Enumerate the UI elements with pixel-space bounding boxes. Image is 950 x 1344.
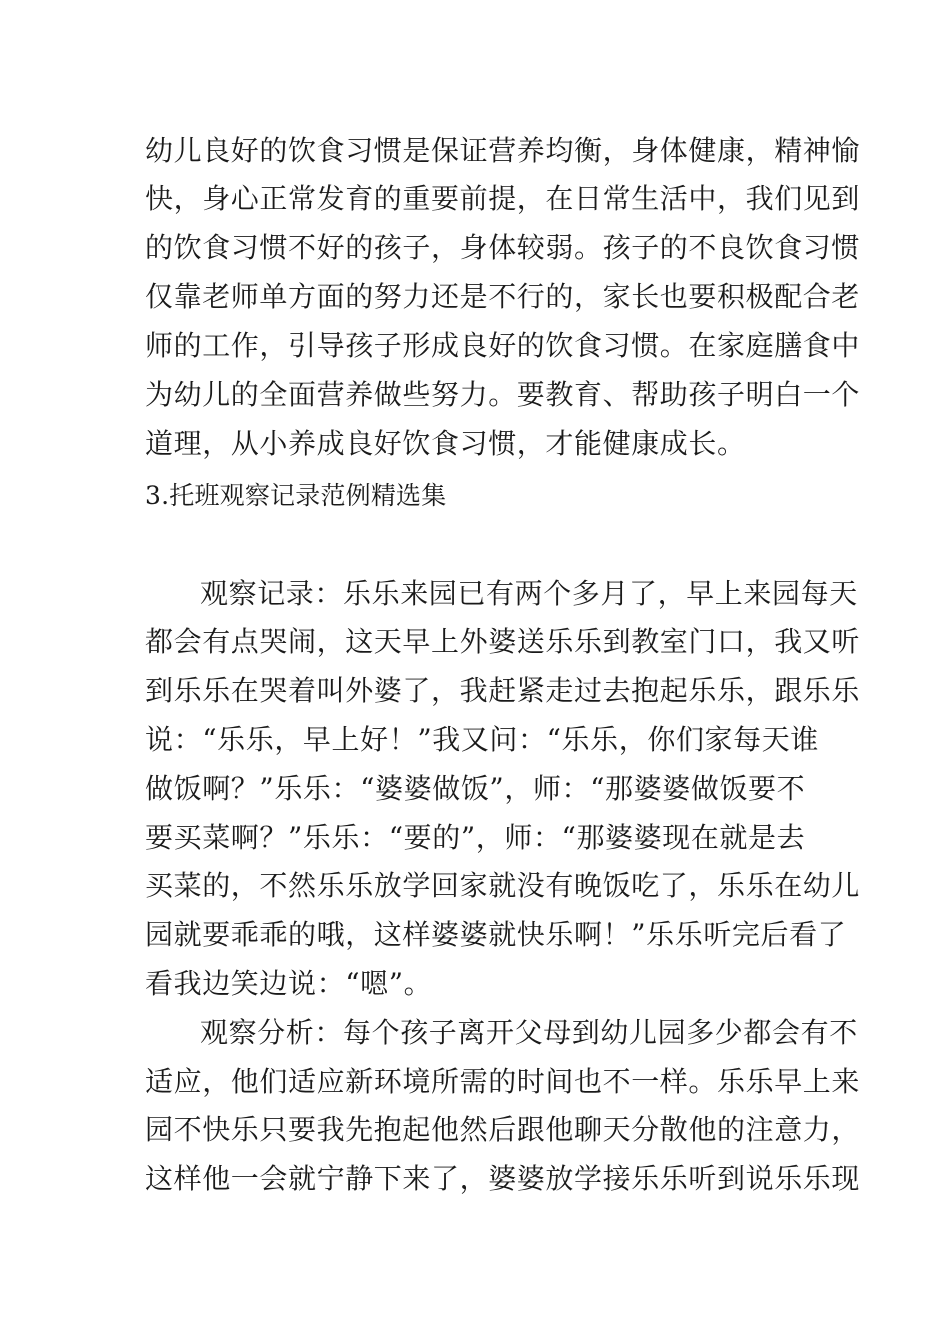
observation-analysis-line: 适应，他们适应新环境所需的时间也不一样。乐乐早上来 [145,1065,861,1098]
paragraph-line: 师的工作，引导孩子形成良好的饮食习惯。在家庭膳食中 [145,329,861,362]
observation-analysis-line: 这样他一会就宁静下来了，婆婆放学接乐乐听到说乐乐现 [145,1162,861,1195]
paragraph-line: 快，身心正常发育的重要前提，在日常生活中，我们见到 [145,182,861,215]
paragraph-line: 为幼儿的全面营养做些努力。要教育、帮助孩子明白一个 [145,378,861,411]
paragraph-line: 的饮食习惯不好的孩子，身体较弱。孩子的不良饮食习惯 [145,231,861,264]
observation-record-line: 看我边笑边说：“嗯”。 [145,967,433,1000]
observation-analysis-line: 园不快乐只要我先抱起他然后跟他聊天分散他的注意力， [145,1113,861,1146]
observation-record-line: 都会有点哭闹，这天早上外婆送乐乐到教室门口，我又听 [145,625,861,658]
observation-record-line: 园就要乖乖的哦，这样婆婆就快乐啊！”乐乐听完后看了 [145,918,847,951]
observation-record-line: 要买菜啊？”乐乐：“要的”，师：“那婆婆现在就是去 [145,821,806,854]
observation-record-line: 说：“乐乐，早上好！”我又问：“乐乐，你们家每天谁 [145,723,819,756]
section-heading: 3.托班观察记录范例精选集 [145,481,447,510]
observation-record-line: 买菜的，不然乐乐放学回家就没有晚饭吃了，乐乐在幼儿 [145,869,861,902]
paragraph-line: 仅靠老师单方面的努力还是不行的，家长也要积极配合老 [145,280,861,313]
observation-record-line: 观察记录：乐乐来园已有两个多月了，早上来园每天 [200,577,858,610]
observation-analysis-line: 观察分析：每个孩子离开父母到幼儿园多少都会有不 [200,1016,858,1049]
observation-record-line: 到乐乐在哭着叫外婆了，我赶紧走过去抱起乐乐，跟乐乐 [145,674,861,707]
observation-record-line: 做饭啊？”乐乐：“婆婆做饭”，师：“那婆婆做饭要不 [145,772,806,805]
paragraph-line: 幼儿良好的饮食习惯是保证营养均衡，身体健康，精神愉 [145,134,861,167]
paragraph-line: 道理，从小养成良好饮食习惯，才能健康成长。 [145,427,746,460]
